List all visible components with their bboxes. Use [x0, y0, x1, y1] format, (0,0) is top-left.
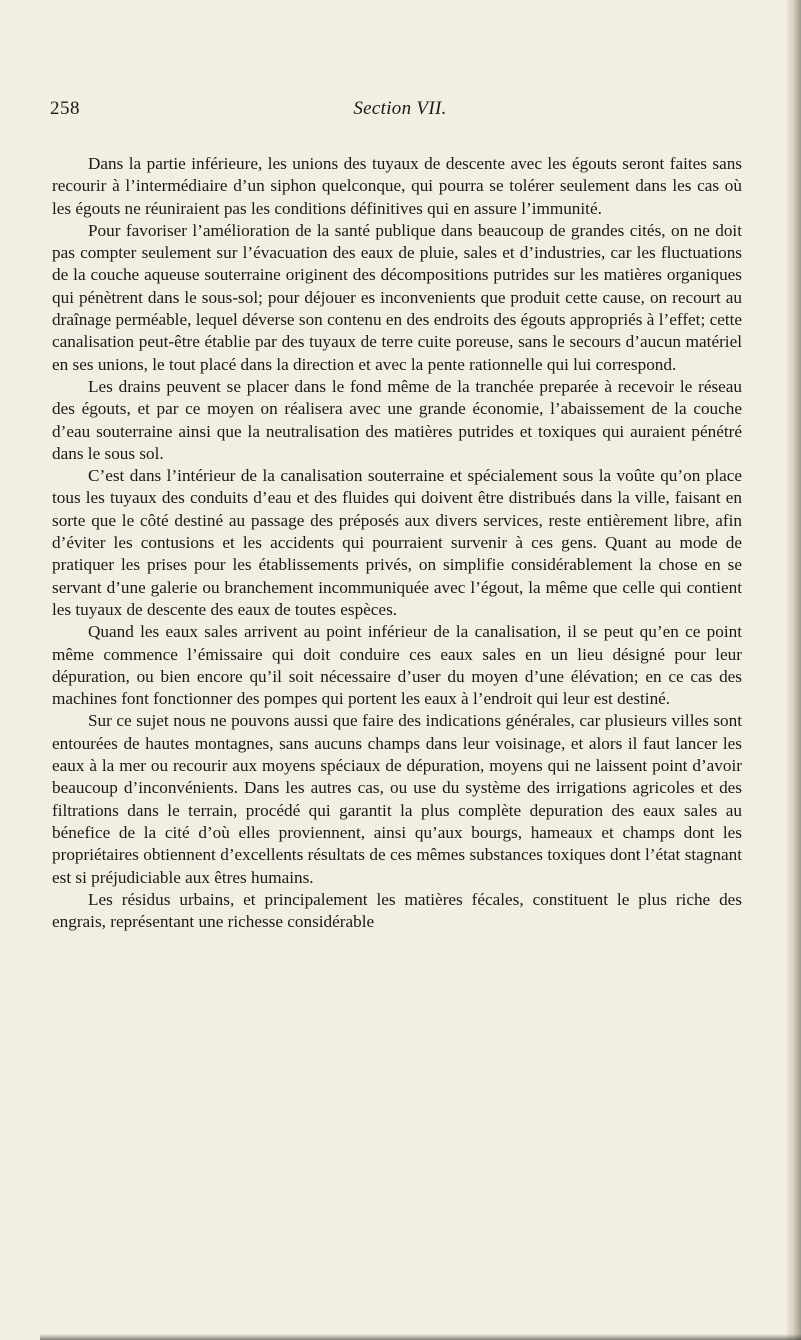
paragraph: Les résidus urbains, et principalement les matières fécales, constituent le plus riche des engrais, représentant une richesse considérable — [52, 889, 742, 932]
body-text — [52, 153, 742, 933]
paragraph: Quand les eaux sales arrivent au point inférieur de la canalisation, il se peut qu’en ce point même commence l’émissaire qui doit conduire ces eaux sales en un lieu désigné pour leur dépuration, ou bien encore qu’il soit nécessaire d’user du moyen d’une élévation; en ce cas des machines font fonctionner des pompes qui portent les eaux à l’endroit qui leur est destiné. — [52, 622, 742, 709]
paragraph: Les drains peuvent se placer dans le fond même de la tranchée preparée à recevoir le réseau des égouts, et par ce moyen on réalisera avec une grande économie, l’abaissement de la couche d’eau souterraine ainsi que la neutralisation des matières putrides et toxiques qui auraient pénétré dans le sous sol. — [52, 376, 742, 463]
section-title: Section VII. — [353, 98, 447, 119]
bottom-edge-shadow — [40, 1334, 801, 1340]
paragraph: Pour favoriser l’amélioration de la santé publique dans beaucoup de grandes cités, on ne doit pas compter seulement sur l’évacuation des eaux de pluie, sales et d’industries, car les fluctuations de la couche aqueuse souterraine originent des décompositions putrides sur les matières organiques qui pénètrent dans le sous-sol; pour déjouer es inconvenients que produit cette cause, on recourt au draînage perméable, lequel déverse son contenu en des endroits des égouts appropriés à l’effet; cette canalisation peut-être établie par des tuyaux de terre cuite poreuse, sans le secours d’aucun matériel en ses unions, le tout placé dans la direction et avec la pente rationnelle qui lui correspond. — [52, 220, 742, 374]
paragraph: Dans la partie inférieure, les unions des tuyaux de descente avec les égouts seront faites sans recourir à l’intermédiaire d’un siphon quelconque, qui pourra se tolérer seulement dans les cas où les égouts ne réuniraient pas les conditions définitives qui en assure l’immunité. — [52, 154, 742, 218]
page-number: 258 — [50, 98, 80, 119]
paragraph: Sur ce sujet nous ne pouvons aussi que faire des indications générales, car plusieurs villes sont entourées de hautes montagnes, sans aucuns champs dans leur voisinage, et alors il faut lancer les eaux à la mer ou recourir aux moyens spéciaux de dépuration, moyens qui ne laissent point d’avoir beaucoup d’inconvénients. Dans les autres cas, ou use du système des irrigations agricoles et des filtrations dans le terrain, procédé qui garantit la plus complète depuration des eaux sales au bénefice de la cité d’où elles proviennent, ainsi qu’aux bourgs, hameaux et champs dont les propriétaires obtiennent d’excellents résultats de ces mêmes substances toxiques dont l’état stagnant est si préjudiciable aux êtres humains. — [52, 711, 742, 887]
page-edge-shadow — [787, 0, 801, 1340]
paragraph: C’est dans l’intérieur de la canalisation souterraine et spécialement sous la voûte qu’on place tous les tuyaux des conduits d’eau et des fluides qui doivent être distribués dans la ville, faisant en sorte que le côté destiné au passage des préposés aux divers services, reste entièrement libre, afin d’éviter les contusions et les accidents qui pourraient survenir à ces gens. Quant au mode de pratiquer les prises pour les établissements privés, on simplifie considérablement la chose en se servant d’une galerie ou branchement incommuniquée avec l’égout, la même que celle qui contient les tuyaux de descente des eaux de toutes espèces. — [52, 466, 742, 619]
running-head — [50, 98, 750, 122]
